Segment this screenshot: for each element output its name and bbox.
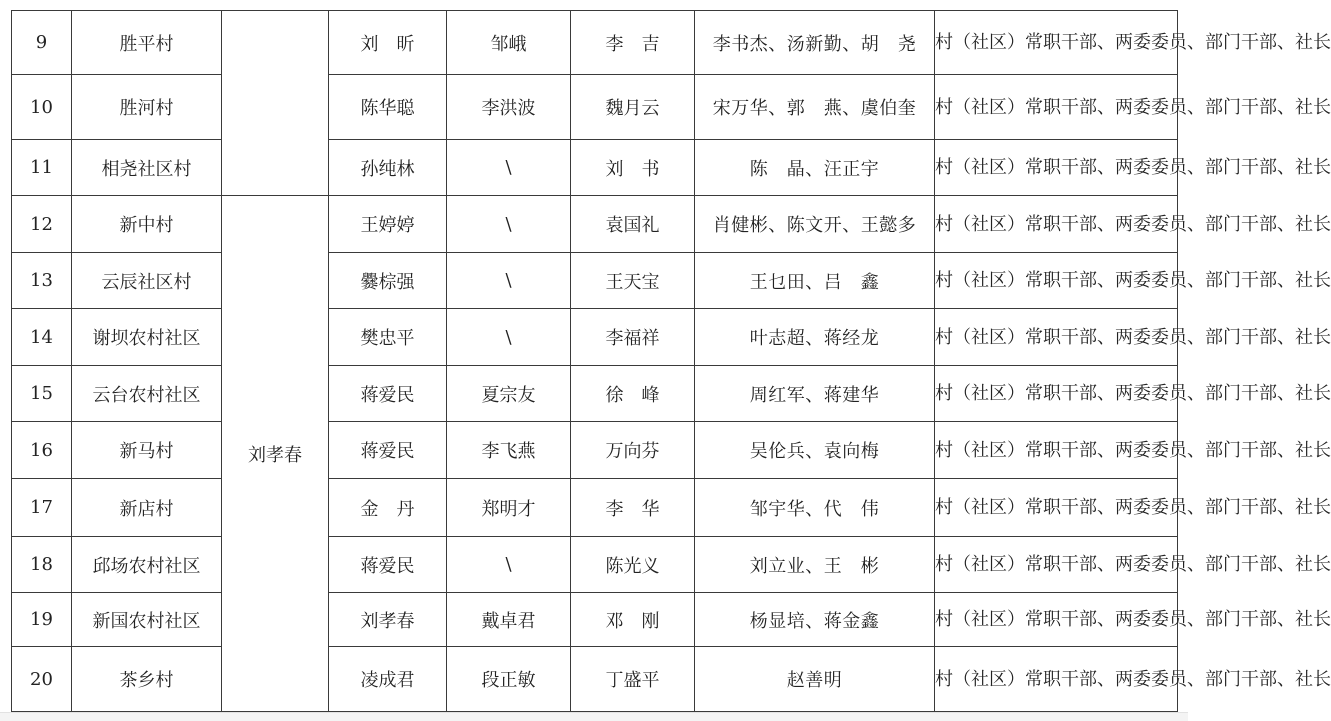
members-cell: 杨显培、蒋金鑫 (695, 593, 935, 647)
note-cell: 村（社区）常职干部、两委委员、部门干部、社长 (935, 647, 1178, 712)
person-b-cell: 夏宗友 (447, 366, 571, 422)
person-c-cell: 刘 书 (571, 140, 695, 196)
note-cell: 村（社区）常职干部、两委委员、部门干部、社长 (935, 479, 1178, 537)
person-b-cell: \ (447, 537, 571, 593)
table-row (12, 647, 1178, 712)
row-number-cell: 14 (12, 309, 72, 366)
village-name-cell: 相尧社区村 (72, 140, 222, 196)
person-a-cell: 凌成君 (329, 647, 447, 712)
person-a-cell: 刘 昕 (329, 11, 447, 75)
village-name-cell: 新店村 (72, 479, 222, 537)
person-c-cell: 丁盛平 (571, 647, 695, 712)
person-a-cell: 樊忠平 (329, 309, 447, 366)
person-c-cell: 徐 峰 (571, 366, 695, 422)
note-cell: 村（社区）常职干部、两委委员、部门干部、社长 (935, 253, 1178, 309)
person-c-cell: 魏月云 (571, 75, 695, 140)
row-number-cell: 15 (12, 366, 72, 422)
members-cell: 周红军、蒋建华 (695, 366, 935, 422)
village-name-cell: 新马村 (72, 422, 222, 479)
village-name-cell: 胜河村 (72, 75, 222, 140)
person-a-cell: 蒋爱民 (329, 366, 447, 422)
members-cell: 李书杰、汤新勤、胡 尧 (695, 11, 935, 75)
note-cell: 村（社区）常职干部、两委委员、部门干部、社长 (935, 593, 1178, 647)
note-cell: 村（社区）常职干部、两委委员、部门干部、社长 (935, 140, 1178, 196)
person-b-cell: 李洪波 (447, 75, 571, 140)
table-row (12, 479, 1178, 537)
person-a-cell: 爨棕强 (329, 253, 447, 309)
person-a-cell: 陈华聪 (329, 75, 447, 140)
table-row (12, 593, 1178, 647)
village-name-cell: 新中村 (72, 196, 222, 253)
members-cell: 吴伦兵、袁向梅 (695, 422, 935, 479)
village-name-cell: 谢坝农村社区 (72, 309, 222, 366)
person-a-cell: 刘孝春 (329, 593, 447, 647)
village-name-cell: 胜平村 (72, 11, 222, 75)
members-cell: 叶志超、蒋经龙 (695, 309, 935, 366)
row-number-cell: 16 (12, 422, 72, 479)
village-roster-table (11, 10, 1331, 712)
note-cell: 村（社区）常职干部、两委委员、部门干部、社长 (935, 366, 1178, 422)
note-cell: 村（社区）常职干部、两委委员、部门干部、社长 (935, 11, 1178, 75)
row-number-cell: 9 (12, 11, 72, 75)
village-name-cell: 云辰社区村 (72, 253, 222, 309)
table-row (12, 537, 1178, 593)
row-number-cell: 11 (12, 140, 72, 196)
village-name-cell: 云台农村社区 (72, 366, 222, 422)
person-a-cell: 孙纯林 (329, 140, 447, 196)
members-cell: 肖健彬、陈文开、王懿多 (695, 196, 935, 253)
person-c-cell: 邓 刚 (571, 593, 695, 647)
roster-body (12, 11, 1331, 712)
note-cell: 村（社区）常职干部、两委委员、部门干部、社长 (935, 75, 1178, 140)
table-row (12, 422, 1178, 479)
person-b-cell: 李飞燕 (447, 422, 571, 479)
note-cell: 村（社区）常职干部、两委委员、部门干部、社长 (935, 537, 1178, 593)
person-a-cell: 王婷婷 (329, 196, 447, 253)
person-a-cell: 金 丹 (329, 479, 447, 537)
row-number-cell: 19 (12, 593, 72, 647)
row-number-cell: 13 (12, 253, 72, 309)
page-bottom-edge (0, 712, 1188, 721)
person-c-cell: 王天宝 (571, 253, 695, 309)
person-a-cell: 蒋爱民 (329, 537, 447, 593)
person-c-cell: 陈光义 (571, 537, 695, 593)
row-number-cell: 10 (12, 75, 72, 140)
row-number-cell: 17 (12, 479, 72, 537)
group-leader-cell-upper (222, 11, 329, 196)
person-a-cell: 蒋爱民 (329, 422, 447, 479)
person-c-cell: 李福祥 (571, 309, 695, 366)
person-b-cell: \ (447, 196, 571, 253)
table-row (12, 11, 1178, 75)
note-cell: 村（社区）常职干部、两委委员、部门干部、社长 (935, 309, 1178, 366)
table-row (12, 366, 1178, 422)
person-c-cell: 袁国礼 (571, 196, 695, 253)
group-leader-cell: 刘孝春 (222, 196, 329, 712)
row-number-cell: 12 (12, 196, 72, 253)
note-cell: 村（社区）常职干部、两委委员、部门干部、社长 (935, 422, 1178, 479)
members-cell: 王乜田、吕 鑫 (695, 253, 935, 309)
person-b-cell: \ (447, 309, 571, 366)
members-cell: 刘立业、王 彬 (695, 537, 935, 593)
members-cell: 宋万华、郭 燕、虞伯奎 (695, 75, 935, 140)
person-c-cell: 李 华 (571, 479, 695, 537)
person-b-cell: 戴卓君 (447, 593, 571, 647)
person-b-cell: 邹峨 (447, 11, 571, 75)
row-number-cell: 20 (12, 647, 72, 712)
row-number-cell: 18 (12, 537, 72, 593)
members-cell: 赵善明 (695, 647, 935, 712)
members-cell: 邹宇华、代 伟 (695, 479, 935, 537)
village-name-cell: 茶乡村 (72, 647, 222, 712)
person-c-cell: 李 吉 (571, 11, 695, 75)
person-b-cell: 郑明才 (447, 479, 571, 537)
person-c-cell: 万向芬 (571, 422, 695, 479)
table-row (12, 309, 1178, 366)
village-name-cell: 邱场农村社区 (72, 537, 222, 593)
note-cell: 村（社区）常职干部、两委委员、部门干部、社长 (935, 196, 1178, 253)
members-cell: 陈 晶、汪正宇 (695, 140, 935, 196)
table-row (12, 140, 1178, 196)
village-name-cell: 新国农村社区 (72, 593, 222, 647)
table-row (12, 75, 1178, 140)
table-row (12, 196, 1178, 253)
table-row (12, 253, 1178, 309)
person-b-cell: 段正敏 (447, 647, 571, 712)
person-b-cell: \ (447, 253, 571, 309)
person-b-cell: \ (447, 140, 571, 196)
